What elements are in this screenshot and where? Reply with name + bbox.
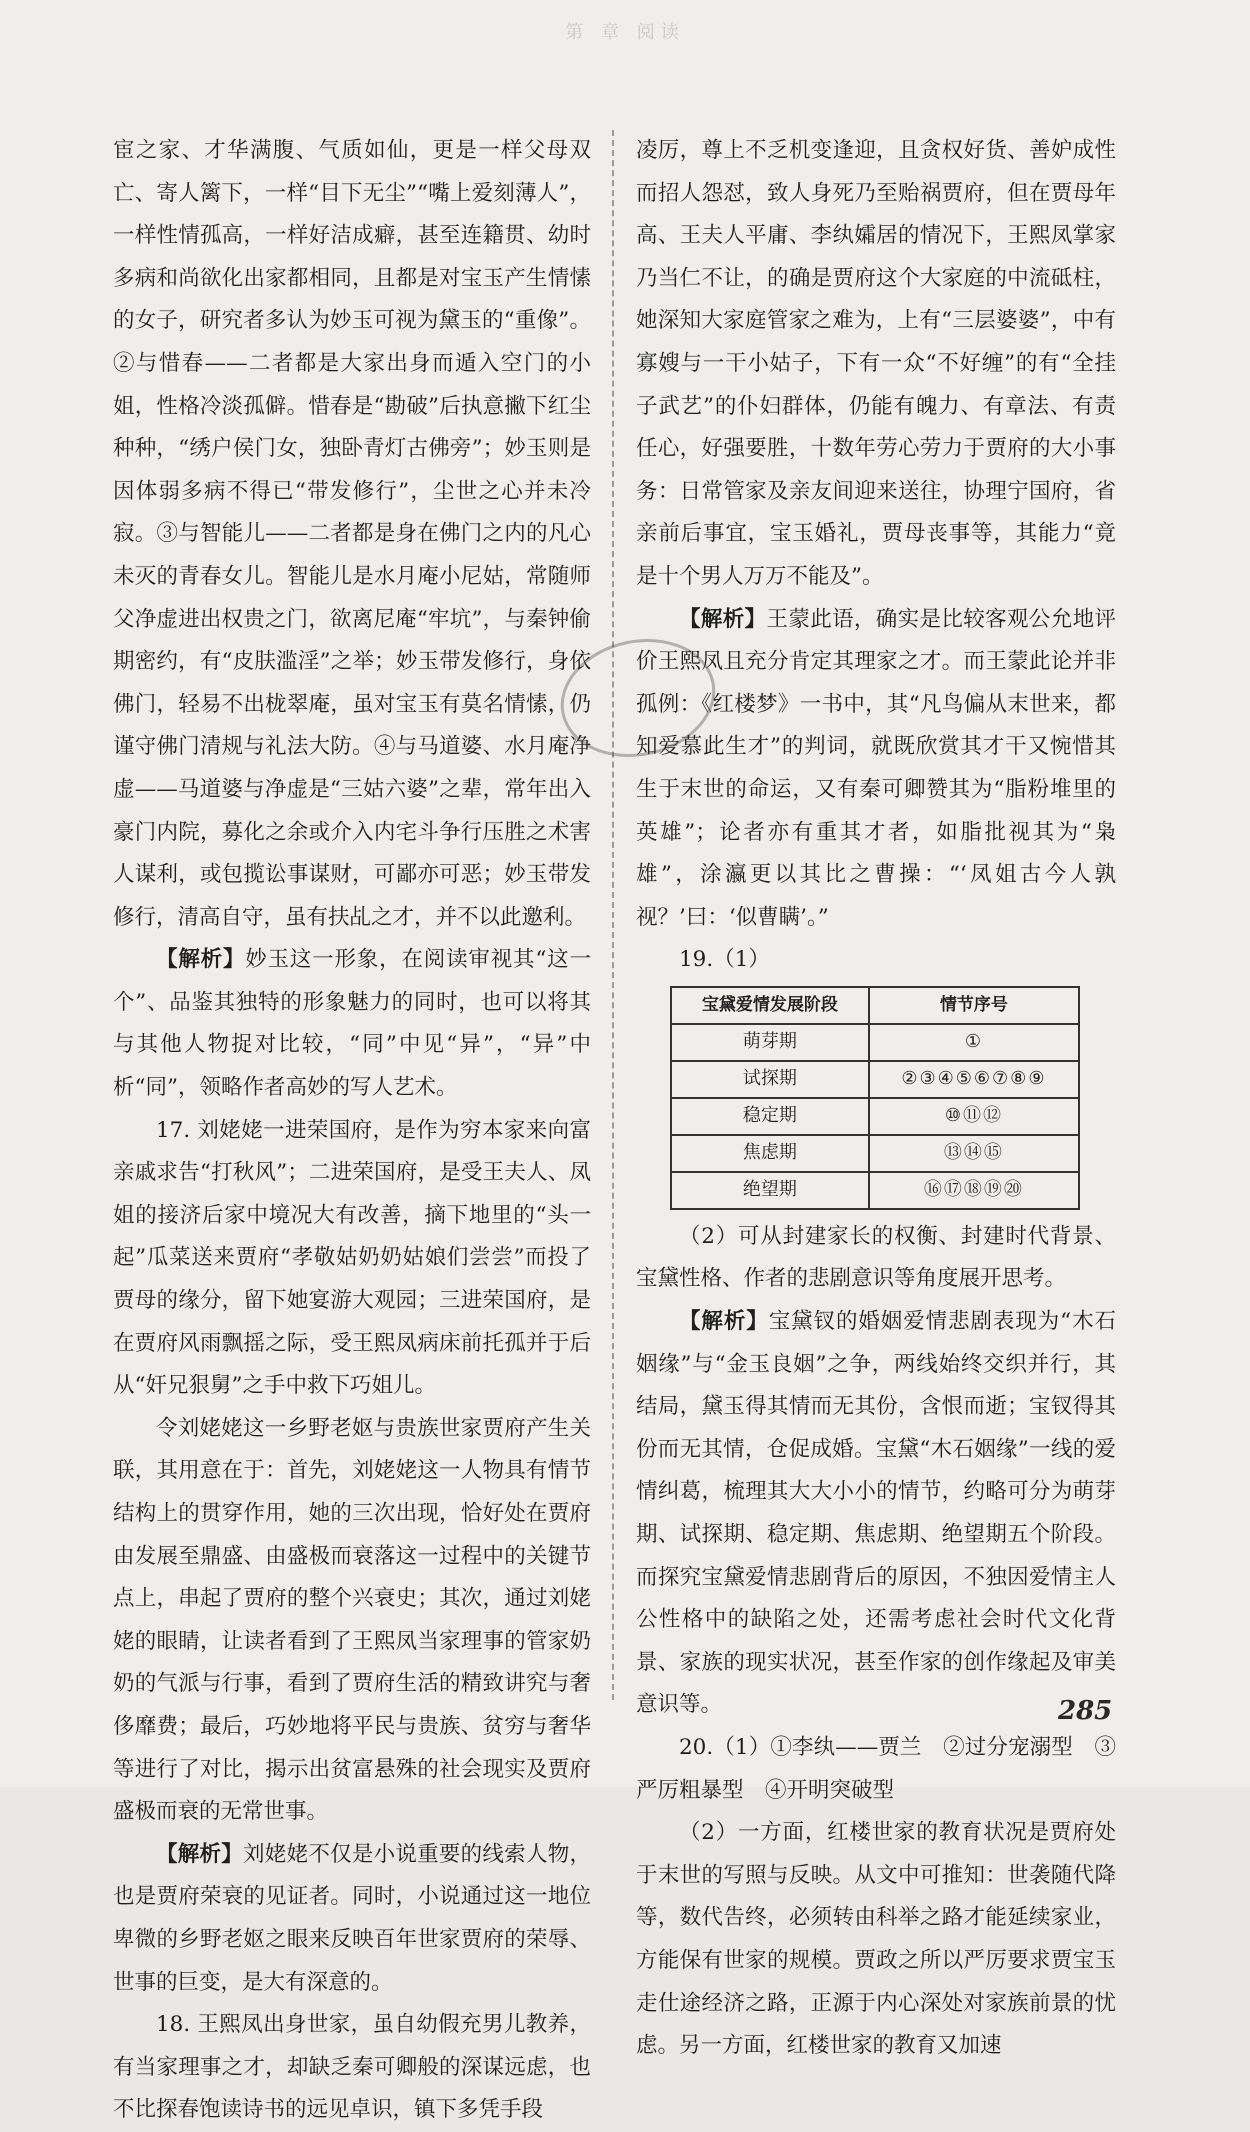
faded-running-header: 第 章 阅读 [565,22,685,43]
analysis-paragraph [113,939,591,1109]
right-column-top [636,130,1116,939]
body-paragraph: （2）一方面，红楼世家的教育状况是贾府处于末世的写照与反映。从文中可推知：世袭随代降等，数代告终，必须转由科举之路才能延续家业，方能保有世家的规模。贾政之所以严厉要求贾宝玉走仕途经济之路，正源于内心深处对家族前景的忧虑。另一方面，红楼世家的教育又加速 [636,1820,1116,2059]
body-paragraph: 20.（1）①李纨——贾兰 ②过分宠溺型 ③严厉粗暴型 ④开明突破型 [636,1735,1116,1803]
analysis-tag: 【解析】 [679,606,767,632]
table-row [671,1135,1079,1172]
stage-cell: 绝望期 [671,1172,869,1209]
table-row [671,1098,1079,1135]
table-header-row [671,987,1079,1024]
table-header-stage: 宝黛爱情发展阶段 [671,987,869,1024]
right-column-bottom [636,1216,1116,2068]
analysis-tag: 【解析】 [156,1841,244,1867]
stage-cell: 焦虑期 [671,1135,869,1172]
column-divider [612,130,614,1700]
plots-cell: ⑯⑰⑱⑲⑳ [869,1172,1079,1209]
analysis-tag: 【解析】 [679,1309,769,1335]
table-header-plots: 情节序号 [869,987,1079,1024]
stage-cell: 试探期 [671,1061,869,1098]
page-number: 285 [1058,1696,1113,1726]
stage-cell: 稳定期 [671,1098,869,1135]
body-paragraph: 令刘姥姥这一乡野老妪与贵族世家贾府产生关联，其用意在于：首先，刘姥姥这一人物具有情节结构上的贯穿作用，她的三次出现，恰好处在贾府由发展至鼎盛、由盛极而衰落这一过程中的关键节点上，串起了贾府的整个兴衰史；其次，通过刘姥姥的眼睛，让读者看到了王熙凤当家理事的管家奶奶的气派与行事，看到了贾府生活的精致讲究与奢侈靡费；最后，巧妙地将平民与贵族、贫穷与奢华等进行了对比，揭示出贫富悬殊的社会现实及贾府盛极而衰的无常世事。 [113,1415,591,1825]
analysis-paragraph [113,1834,591,2004]
stage-cell: 萌芽期 [671,1024,869,1061]
table-row [671,1061,1079,1098]
table-row [671,1024,1079,1061]
plots-cell: ⑬⑭⑮ [869,1135,1079,1172]
plots-cell: ②③④⑤⑥⑦⑧⑨ [869,1061,1079,1098]
right-column [636,130,1116,2068]
plots-cell: ① [869,1024,1079,1061]
body-paragraph: （2）可从封建家长的权衡、封建时代背景、宝黛性格、作者的悲剧意识等角度展开思考。 [636,1223,1116,1292]
analysis-paragraph [636,1301,1116,1727]
plots-cell: ⑩⑪⑫ [869,1098,1079,1135]
body-paragraph: 17. 刘姥姥一进荣国府，是作为穷本家来向富亲戚求告“打秋风”；二进荣国府，是受王夫人、凤姐的接济后家中境况大有改善，摘下地里的“头一起”瓜菜送来贾府“孝敬姑奶奶姑娘们尝尝”而投了贾母的缘分，留下她宴游大观园；三进荣国府，是在贾府风雨飘摇之际，受王熙凤病床前托孤并于后从“奸兄狠舅”之手中救下巧姐儿。 [113,1117,591,1399]
analysis-text: 宝黛钗的婚姻爱情悲剧表现为“木石姻缘”与“金玉良姻”之争，两线始终交织并行，其结局，黛玉得其情而无其份，含恨而逝；宝钗得其份而无其情，仓促成婚。宝黛“木石姻缘”一线的爱情纠葛，梳理其大大小小的情节，约略可分为萌芽期、试探期、稳定期、焦虑期、绝望期五个阶段。而探究宝黛爱情悲剧背后的原因，不独因爱情主人公性格中的缺陷之处，还需考虑社会时代文化背景、家族的现实状况，甚至作家的创作缘起及审美意识等。 [636,1309,1116,1718]
body-paragraph: 宦之家、才华满腹、气质如仙，更是一样父母双亡、寄人篱下，一样“目下无尘”“嘴上爱刻薄人”，一样性情孤高，一样好洁成癖，甚至连籍贯、幼时多病和尚欲化出家都相同，且都是对宝玉产生情愫的女子，研究者多认为妙玉可视为黛玉的“重像”。②与惜春——二者都是大家出身而遁入空门的小姐，性格冷淡孤僻。惜春是“勘破”后执意撇下红尘种种，“绣户侯门女，独卧青灯古佛旁”；妙玉则是因体弱多病不得已“带发修行”，尘世之心并未冷寂。③与智能儿——二者都是身在佛门之内的凡心未灭的青春女儿。智能儿是水月庵小尼姑，常随师父净虚进出权贵之门，欲离尼庵“牢坑”，与秦钟偷期密约，有“皮肤滥淫”之举；妙玉带发修行，身依佛门，轻易不出栊翠庵，虽对宝玉有莫名情愫，仍谨守佛门清规与礼法大防。④与马道婆、水月庵净虚——马道婆与净虚是“三姑六婆”之辈，常年出入豪门内院，募化之余或介入内宅斗争行压胜之术害人谋利，或包揽讼事谋财，可鄙亦可恶；妙玉带发修行，清高自守，虽有扶乩之才，并不以此邀利。 [113,138,591,930]
left-column [113,130,591,2132]
item-19-label: 19.（1） [679,947,770,973]
body-paragraph: 18. 王熙凤出身世家，虽自幼假充男儿教养，有当家理事之才，却缺乏秦可卿般的深谋远虑，也不比探春饱读诗书的远见卓识，镇下多凭手段 [113,2012,591,2123]
analysis-text: 王蒙此语，确实是比较客观公允地评价王熙凤且充分肯定其理家之才。而王蒙此论并非孤例：《红楼梦》一书中，其“凡鸟偏从末世来，都知爱慕此生才”的判词，就既欣赏其才干又惋惜其生于末世的命运，又有秦可卿赞其为“脂粉堆里的英雄”；论者亦有重其才者，如脂批视其为“枭雄”，涂瀛更以其比之曹操：“‘凤姐古今人孰视？’曰：‘似曹瞒’。” [636,606,1116,930]
analysis-text: 刘姥姥不仅是小说重要的线索人物，也是贾府荣衰的见证者。同时，小说通过这一地位卑微的乡野老妪之眼来反映百年世家贾府的荣辱、世事的巨变，是大有深意的。 [113,1841,591,1995]
table-row [671,1172,1079,1209]
body-paragraph: 凌厉，尊上不乏机变逢迎，且贪权好货、善妒成性而招人怨怼，致人身死乃至贻祸贾府，但在贾母年高、王夫人平庸、李纨孀居的情况下，王熙凤掌家乃当仁不让，的确是贾府这个大家庭的中流砥柱，她深知大家庭管家之难为，上有“三层婆婆”，中有寡嫂与一干小姑子，下有一众“不好缠”的有“全挂子武艺”的仆妇群体，仍能有魄力、有章法、有责任心，好强要胜，十数年劳心劳力于贾府的大小事务：日常管家及亲友间迎来送往，协理宁国府，省亲前后事宜，宝玉婚礼，贾母丧事等，其能力“竟是十个男人万万不能及”。 [636,138,1116,589]
analysis-text: 妙玉这一形象，在阅读审视其“这一个”、品鉴其独特的形象魅力的同时，也可以将其与其他人物捉对比较，“同”中见“异”，“异”中析“同”，领略作者高妙的写人艺术。 [113,947,591,1101]
analysis-tag: 【解析】 [156,947,246,973]
love-stage-table [670,986,1080,1210]
analysis-paragraph [636,599,1116,940]
